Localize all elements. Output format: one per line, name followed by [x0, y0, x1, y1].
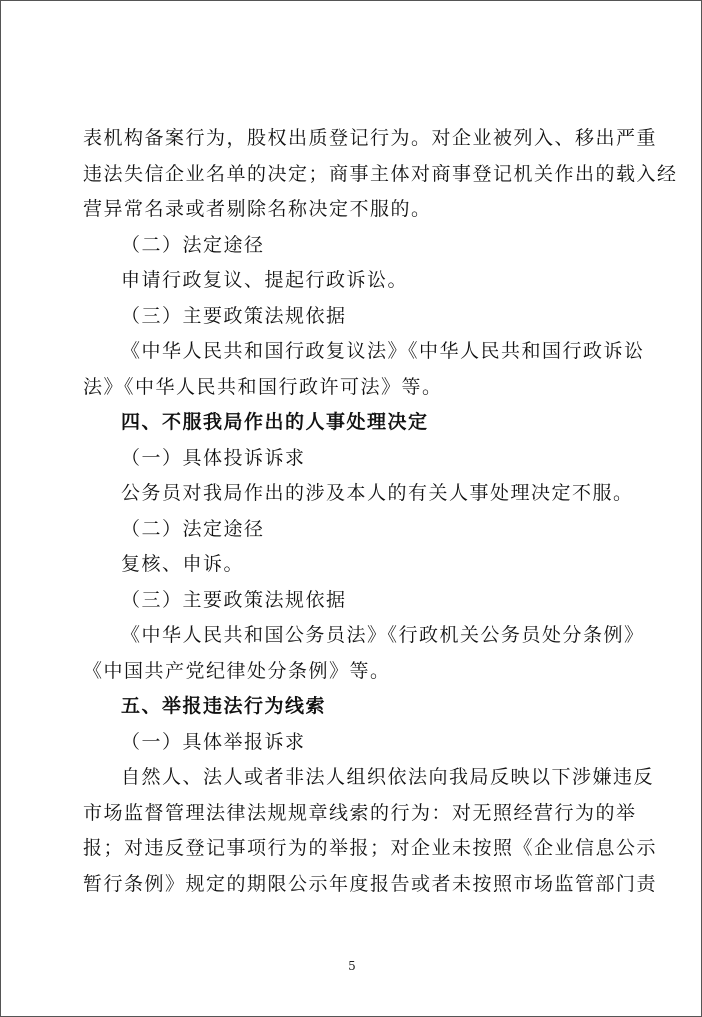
subheading: （一）具体举报诉求	[121, 730, 306, 753]
body-text-line: 营异常名录或者剔除名称决定不服的。	[83, 198, 432, 220]
body-text-line: 公务员对我局作出的涉及本人的有关人事处理决定不服。	[121, 482, 634, 504]
subheading: （三）主要政策法规依据	[121, 588, 347, 611]
section-heading: 五、举报违法行为线索	[121, 695, 327, 717]
subheading: （二）法定途径	[121, 517, 265, 540]
body-text-line: 自然人、法人或者非法人组织依法向我局反映以下涉嫌违反	[121, 766, 655, 788]
document-body	[83, 121, 678, 902]
body-text-line: 暂行条例》规定的期限公示年度报告或者未按照市场监管部门责	[83, 872, 658, 895]
body-text-line: 申请行政复议、提起行政诉讼。	[121, 269, 409, 291]
subheading: （三）主要政策法规依据	[121, 304, 347, 327]
body-text-line: 复核、申诉。	[121, 553, 245, 575]
body-text-line: 违法失信企业名单的决定；商事主体对商事登记机关作出的载入经	[83, 162, 678, 185]
body-text-line: 《中华人民共和国行政复议法》《中华人民共和国行政诉讼	[121, 340, 645, 362]
body-text-line: 法》《中华人民共和国行政许可法》等。	[83, 375, 443, 398]
body-text-line: 《中国共产党纪律处分条例》等。	[83, 659, 391, 682]
body-text-line: 表机构备案行为，股权出质登记行为。对企业被列入、移出严重	[83, 127, 658, 149]
subheading: （一）具体投诉诉求	[121, 446, 306, 469]
body-text-line: 报；对违反登记事项行为的举报；对企业未按照《企业信息公示	[83, 837, 658, 859]
section-heading: 四、不服我局作出的人事处理决定	[121, 411, 429, 433]
body-text-line: 市场监督管理法律法规规章线索的行为：对无照经营行为的举	[83, 801, 637, 824]
body-text-line: 《中华人民共和国公务员法》《行政机关公务员处分条例》	[121, 624, 645, 646]
subheading: （二）法定途径	[121, 233, 265, 256]
page-number: 5	[348, 959, 356, 973]
